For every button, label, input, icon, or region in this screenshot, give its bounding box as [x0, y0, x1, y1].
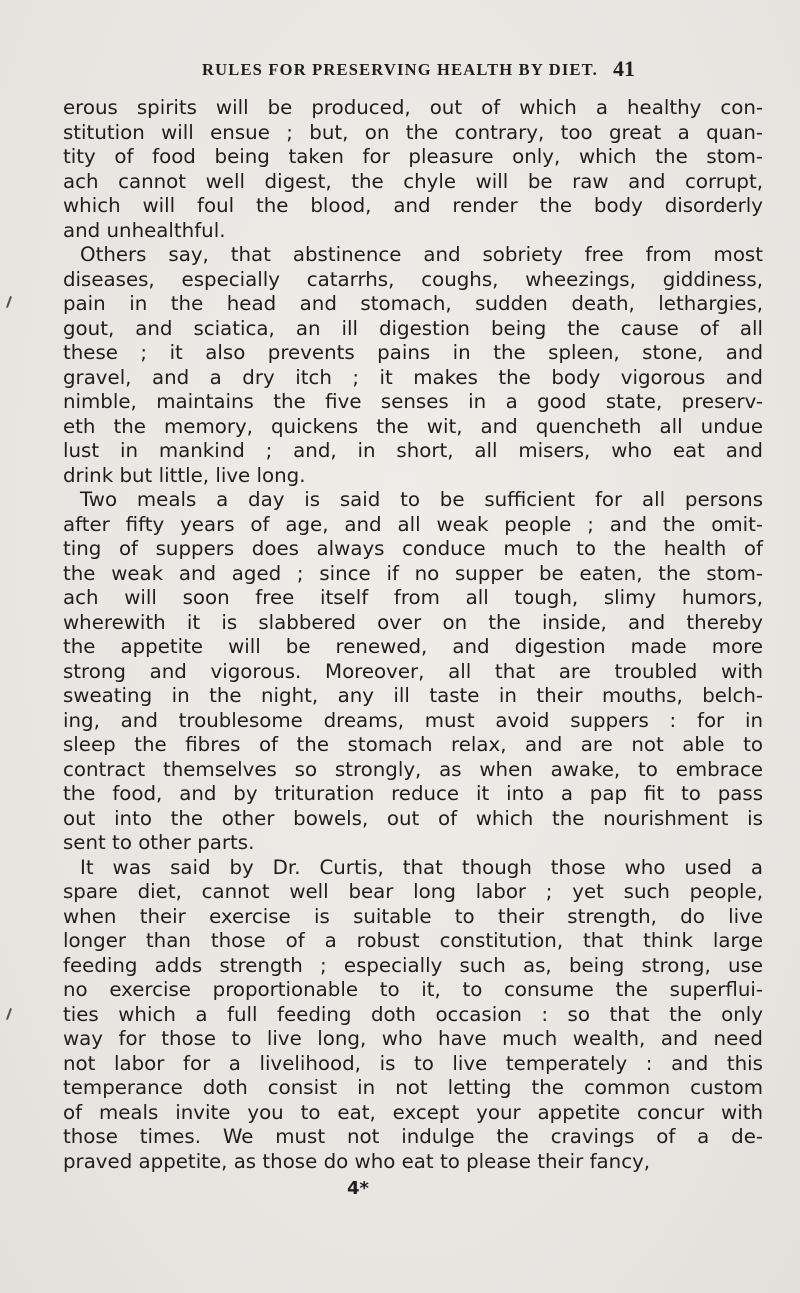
text-line: ach cannot well digest, the chyle will be raw and corrupt, [63, 169, 763, 193]
text-line: when their exercise is suitable to their strength, do live [63, 904, 763, 928]
text-line: ach will soon free itself from all tough, slimy humors, [63, 586, 763, 609]
text-line: drink but little, live long. [63, 463, 306, 487]
text-line: eth the memory, quickens the wit, and quencheth all undue [63, 414, 763, 438]
text-line: strong and vigorous. Moreover, all that are troubled with [63, 659, 763, 683]
text-line: the appetite will be renewed, and digestion made more [63, 635, 763, 658]
text-line: It was said by Dr. Curtis, that though those who used a [80, 855, 763, 879]
text-line: feeding adds strength ; especially such as, being strong, use [63, 953, 763, 977]
text-line: sweating in the night, any ill taste in their mouths, belch- [63, 684, 763, 707]
text-line: out into the other bowels, out of which the nourishment is [63, 806, 763, 830]
margin-mark [6, 296, 12, 308]
text-line: way for those to live long, who have much wealth, and need [63, 1027, 763, 1050]
text-line: which will foul the blood, and render the body disorderly [63, 194, 763, 217]
text-line: gravel, and a dry itch ; it makes the body vigorous and [63, 365, 763, 389]
text-line: these ; it also prevents pains in the spleen, stone, and [63, 341, 763, 364]
running-title: RULES FOR PRESERVING HEALTH BY DIET. [202, 60, 598, 79]
text-line: sent to other parts. [63, 831, 255, 854]
text-line: gout, and sciatica, an ill digestion being the cause of all [63, 316, 763, 340]
text-line: those times. We must not indulge the cravings of a de- [63, 1125, 763, 1148]
text-line: ing, and troublesome dreams, must avoid suppers : for in [63, 708, 763, 732]
margin-mark [6, 1008, 12, 1020]
text-line: tity of food being taken for pleasure only, which the stom- [63, 145, 763, 168]
text-line: nimble, maintains the five senses in a good state, preserv- [63, 390, 763, 413]
text-line: Two meals a day is said to be sufficient for all persons [80, 488, 763, 511]
text-line: lust in mankind ; and, in short, all misers, who eat and [63, 439, 763, 462]
text-line: spare diet, cannot well bear long labor ; yet such people, [63, 880, 763, 903]
text-line: Others say, that abstinence and sobriety free from most [80, 243, 763, 266]
text-line: ting of suppers does always conduce much to the health of [63, 537, 763, 560]
text-line: pain in the head and stomach, sudden death, lethargies, [63, 292, 763, 315]
body-text [63, 96, 763, 1174]
text-line: wherewith it is slabbered over on the inside, and thereby [63, 610, 763, 634]
text-line: no exercise proportionable to it, to consume the superflui- [63, 978, 763, 1001]
text-line: erous spirits will be produced, out of which a healthy con- [63, 96, 763, 119]
text-line: diseases, especially catarrhs, coughs, wheezings, giddiness, [63, 267, 763, 291]
text-line: the food, and by trituration reduce it into a pap fit to pass [63, 782, 763, 805]
text-line: contract themselves so strongly, as when awake, to embrace [63, 757, 763, 781]
text-line: and unhealthful. [63, 218, 226, 242]
text-line: of meals invite you to eat, except your appetite concur with [63, 1100, 763, 1124]
text-line: ties which a full feeding doth occasion : so that the only [63, 1002, 763, 1026]
text-line: longer than those of a robust constitution, that think large [63, 929, 763, 952]
text-line: sleep the fibres of the stomach relax, and are not able to [63, 733, 763, 756]
text-line: temperance doth consist in not letting the common custom [63, 1076, 763, 1099]
text-line: not labor for a livelihood, is to live temperately : and this [63, 1051, 763, 1075]
text-line: praved appetite, as those do who eat to please their fancy, [63, 1149, 651, 1173]
text-line: the weak and aged ; since if no supper be eaten, the stom- [63, 561, 763, 585]
text-line: stitution will ensue ; but, on the contrary, too great a quan- [63, 120, 763, 144]
signature-mark: 4* [347, 1178, 369, 1199]
text-line: after fifty years of age, and all weak people ; and the omit- [63, 512, 763, 536]
page-number: 41 [613, 56, 635, 81]
